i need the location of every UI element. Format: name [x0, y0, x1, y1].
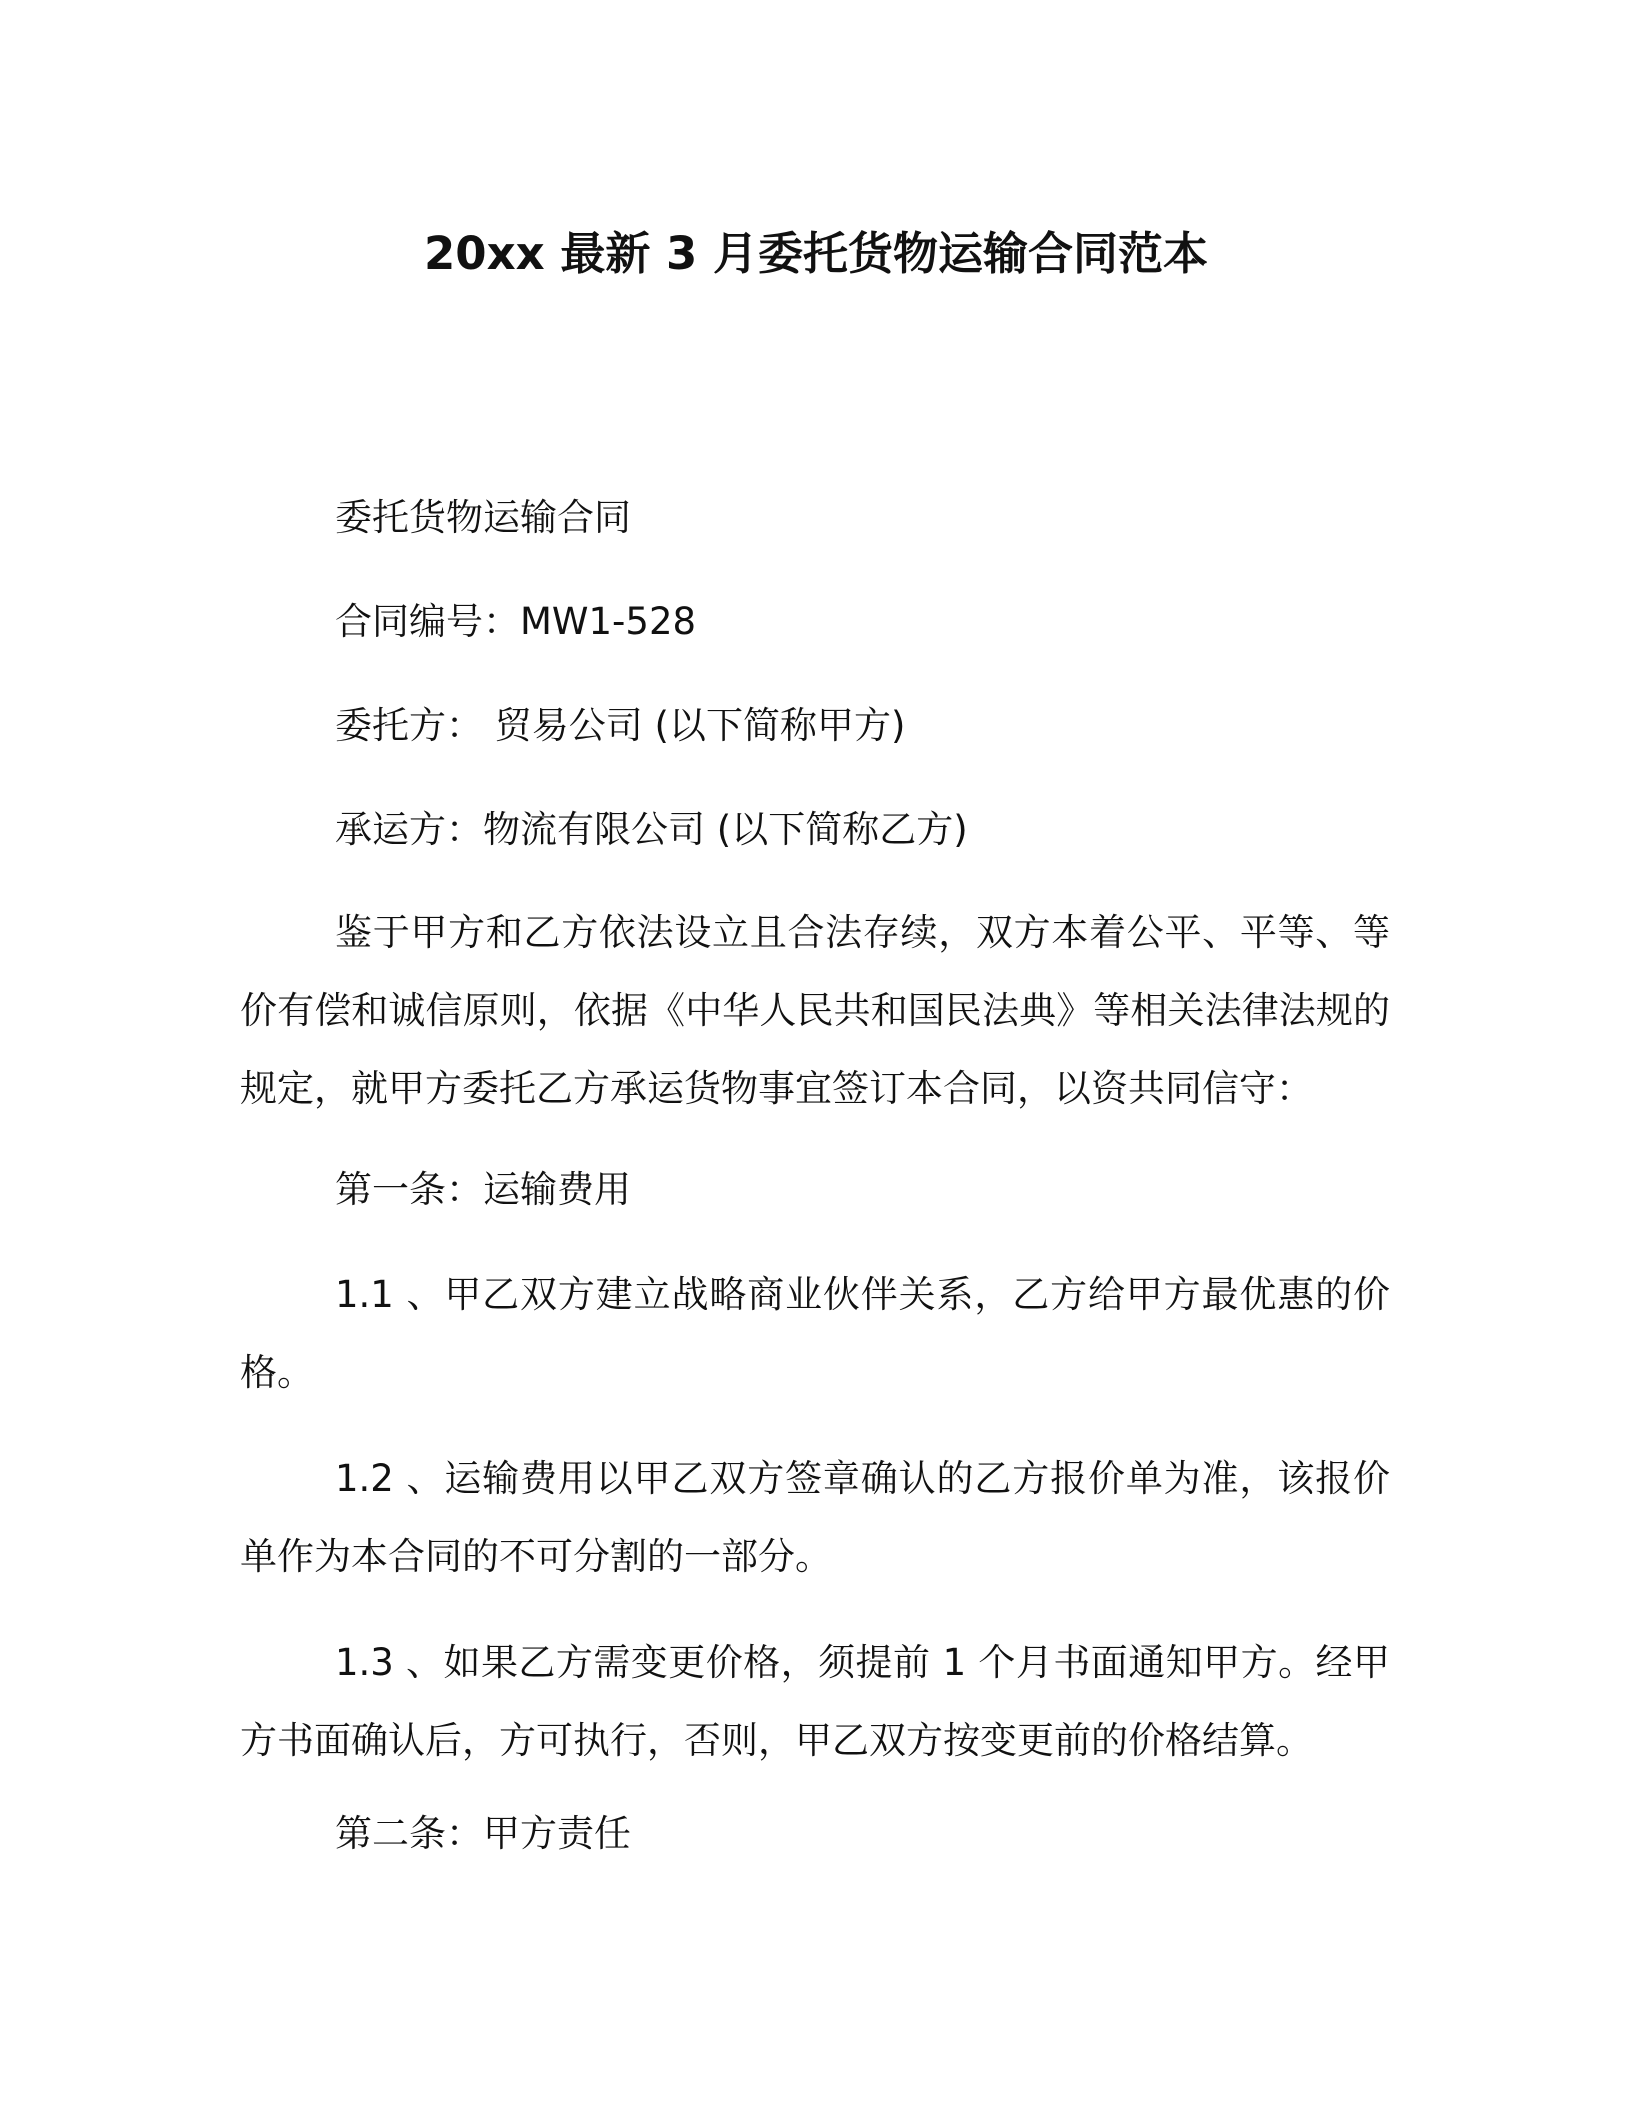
clause-1-3: 1.3 、如果乙方需变更价格，须提前 1 个月书面通知甲方。经甲方书面确认后，方可执行，否则，甲乙双方按变更前的价格结算。	[240, 1641, 1390, 1762]
preamble-paragraph: 鉴于甲方和乙方依法设立且合法存续，双方本着公平、平等、等价有偿和诚信原则，依据《中华人民共和国民法典》等相关法律法规的规定，就甲方委托乙方承运货物事宜签订本合同，以资共同信守：	[240, 911, 1390, 1110]
article-2-heading: 第二条：甲方责任	[335, 1812, 631, 1855]
clause-1-2: 1.2 、运输费用以甲乙双方签章确认的乙方报价单为准，该报价单作为本合同的不可分割的一部分。	[240, 1457, 1390, 1578]
contract-number: 合同编号：MW1-528	[335, 600, 697, 643]
document-title: 20xx 最新 3 月委托货物运输合同范本	[424, 227, 1208, 280]
clause-1-2-block	[240, 1440, 1390, 1596]
article-1-heading: 第一条：运输费用	[335, 1168, 631, 1211]
contract-name: 委托货物运输合同	[335, 496, 631, 539]
carrier-line: 承运方：物流有限公司 (以下简称乙方)	[335, 808, 968, 851]
clause-1-1-block	[240, 1256, 1390, 1412]
preamble-block	[240, 894, 1390, 1128]
clause-1-1: 1.1 、甲乙双方建立战略商业伙伴关系，乙方给甲方最优惠的价格。	[240, 1273, 1390, 1394]
clause-1-3-block	[240, 1624, 1390, 1780]
consignor-line: 委托方： 贸易公司 (以下简称甲方)	[335, 704, 906, 747]
